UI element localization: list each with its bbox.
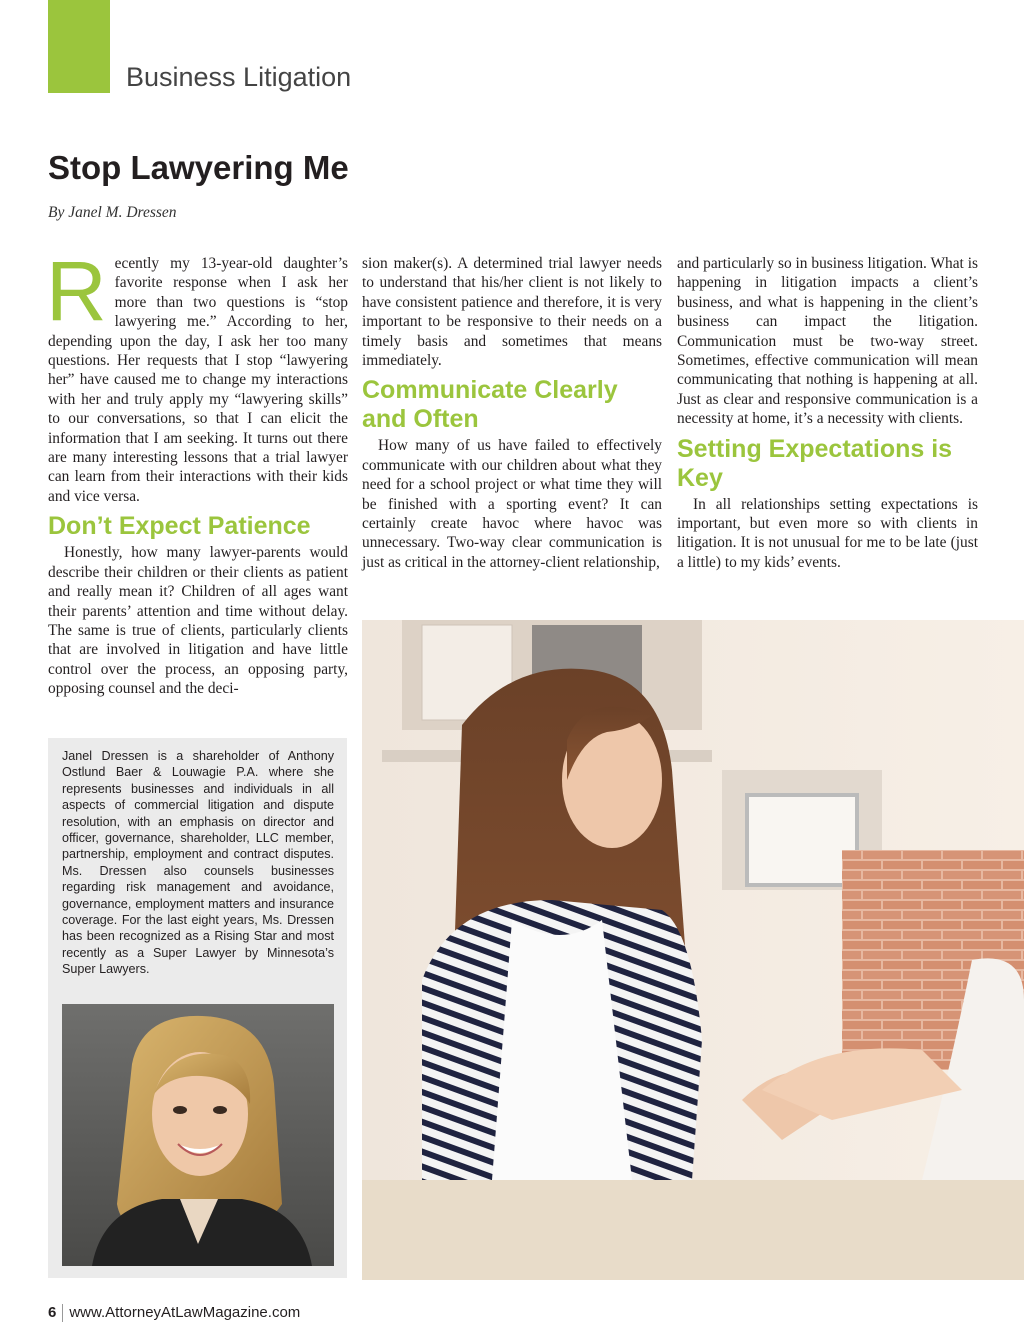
section-body-communicate: How many of us have failed to effectively communicate with our children about what they need for a school project or what time they will be finished with a sporting event? It can certainly create havoc where havoc was unnecessary. Two-way clear communication is just as critical in the attorney-client relationship,: [362, 437, 662, 571]
intro-text: ecently my 13-year-old daughter’s favorite response when I ask her more than two questions is “stop lawyering me.” According to her, depending upon the day, I ask her too many questions. Her requests that I stop “lawyering her” have caused me to change my interactions with her and truly apply my “lawyering skills” to our conversations, so that I can elicit the information that I am seeking. It turns out there are many interesting lessons that a trial lawyer can learn from their interactions with their kids and vice versa.: [48, 255, 348, 505]
section-body-expectations: In all relationships setting expectations is important, but even more so with clients in litigation. It is not unusual for me to be late (just a little) to my kids’ events.: [677, 495, 978, 571]
page-footer: [48, 1304, 300, 1322]
article-photo: [362, 620, 1024, 1280]
article-column-1: [46, 244, 348, 699]
article-title: Stop Lawyering Me: [48, 149, 349, 186]
section-heading-patience: Don’t Expect Patience: [48, 512, 311, 541]
section-continued-communicate: and particularly so in business litigation. What is happening in litigation impacts a client’s business, and what is happening in the client’s business can impact the litigation. Communication must be two-way street. Sometimes, effective communication will mean communicating that nothing is happening at all. Just as clear and responsive communication is a necessity at home, it’s a necessity with clients.: [677, 255, 978, 428]
section-accent-bar: [48, 0, 110, 93]
intro-paragraph: [46, 244, 348, 506]
footer-separator: [62, 1304, 63, 1322]
section-heading-expectations: Setting Expectations is Key: [677, 434, 953, 492]
author-portrait: [62, 1004, 334, 1266]
section-heading-communicate: Communicate Clearly and Often: [362, 376, 618, 434]
author-bio-text: Janel Dressen is a shareholder of Anthony Ostlund Baer & Louwagie P.A. where she represents businesses and individuals in all aspects of commercial litigation and dispute resolution, with an emphasis on director and officer, governance, shareholder, LLC member, partnership, employment and contract disputes. Ms. Dressen also counsels businesses regarding risk management and avoidance, governance, employment matters and insurance coverage. For the last eight years, Ms. Dressen has been recognized as a Rising Star and most recently as a Super Lawyer by Minnesota’s Super Lawyers.: [62, 749, 334, 977]
footer-url: www.AttorneyAtLawMagazine.com: [69, 1304, 301, 1321]
article-column-3: [677, 254, 978, 572]
section-continued-patience: sion maker(s). A determined trial lawyer needs to understand that his/her client is not likely to have consistent patience and therefore, it is very important to be responsive to their needs on a timely basis and sometimes that means immediately.: [362, 255, 662, 370]
byline: By Janel M. Dressen: [48, 204, 177, 221]
drop-cap: R: [46, 244, 107, 338]
section-body-patience: Honestly, how many lawyer-parents would describe their children or their clients as patient and really mean it? Children of all ages want their parents’ attention and time without delay. The same is true of clients, particularly clients that are involved in litigation and have little control over the process, an opposing party, opposing counsel and the deci-: [48, 544, 348, 698]
article-column-2: [362, 254, 662, 572]
page-number: 6: [48, 1304, 57, 1321]
section-label: Business Litigation: [126, 62, 352, 92]
